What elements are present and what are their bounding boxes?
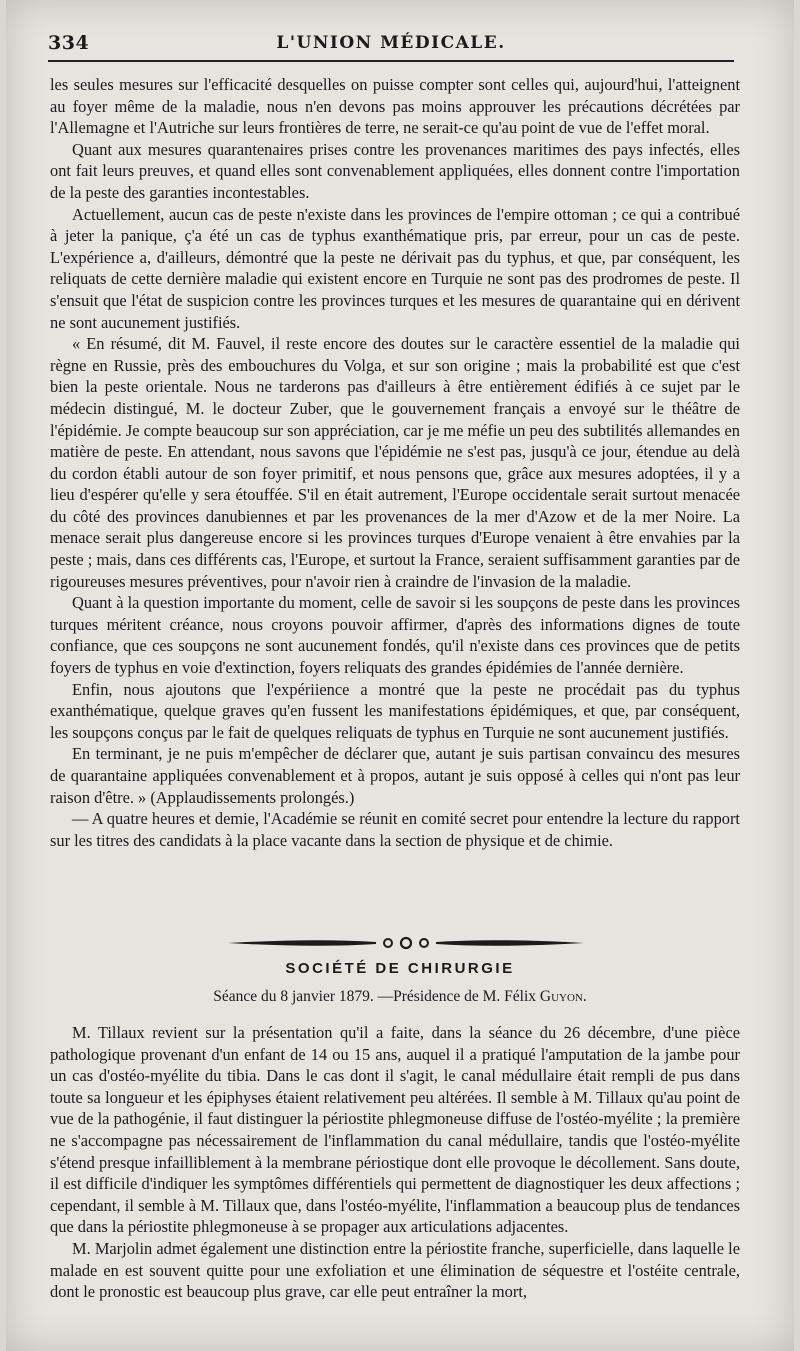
paragraph: Quant aux mesures quarantenaires prises contre les provenances maritimes des pays infectés, elles ont fait leurs preuves, et quand elles sont convenablement appliquées, elles donnent contre l'importation de la peste des garanties incontestables. bbox=[50, 139, 740, 202]
paragraph: M. Marjolin admet également une distinction entre la périostite franche, superficielle, dans laquelle le malade en est souvent quitte pour une exfoliation et une élimination de séquestre et l'ostéite centrale, dont le pronostic est beaucoup plus grave, car elle peut entraîner la mort, bbox=[50, 1238, 740, 1302]
page-header bbox=[48, 30, 734, 62]
paragraph: — A quatre heures et demie, l'Académie se réunit en comité secret pour entendre la lecture du rapport sur les titres des candidats à la place vacante dans la section de physique et de chimie. bbox=[50, 809, 740, 850]
section-divider-ornament bbox=[226, 934, 586, 952]
book-page bbox=[6, 0, 794, 1351]
paragraph: M. Tillaux revient sur la présentation qu'il a faite, dans la séance du 26 décembre, d'une pièce pathologique provenant d'un enfant de 14 ou 15 ans, auquel il a pratiqué l'amputation de la jambe pour un cas d'ostéo-myélite du tibia. Dans le cas dont il s'agit, le canal médullaire était rempli de pus dans toute sa longueur et les épiphyses étaient relativement peu altérées. Il semble à M. Tillaux qu'au point de vue de la pathogénie, il faut distinguer la périostite phlegmoneuse diffuse de l'ostéo-myélite ; la première ne s'accompagne pas nécessairement de l'inflammation du canal médullaire, tandis que l'ostéo-myélite s'étend presque infailliblement à la membrane périostique dont elle provoque le décollement. Sans doute, il est difficile d'indiquer les symptômes différentiels qui permettent de diagnostiquer les deux affections ; cependant, il semble à M. Tillaux que, dans l'ostéo-myélite, l'inflammation a beaucoup plus de tendances que dans la périostite phlegmoneuse à se propager aux articulations adjacentes. bbox=[50, 1023, 740, 1237]
paragraph: En terminant, je ne puis m'empêcher de déclarer que, autant je suis partisan convaincu des mesures de quarantaine appliquées convenablement et à propos, autant je suis opposé à celles qui n'ont pas leur raison d'être. » (Applaudissements prolongés.) bbox=[50, 744, 740, 807]
session-line bbox=[6, 988, 794, 1006]
paragraph: Quant à la question importante du moment, celle de savoir si les soupçons de peste dans les provinces turques méritent créance, nous croyons pouvoir affirmer, d'après des informations dignes de toute confiance, que ces soupçons ne sont aucunement fondés, qu'il n'existe dans ces provinces que de petits foyers de typhus en voie d'extinction, foyers reliquats des grandes épidémies de l'année dernière. bbox=[50, 593, 740, 678]
paragraph: « En résumé, dit M. Fauvel, il reste encore des doutes sur le caractère essentiel de la maladie qui règne en Russie, près des embouchures du Volga, et sur son origine ; mais la probabilité est que c'est bien la peste orientale. Nous ne tarderons pas d'ailleurs à être entièrement édifiés à ce sujet par le médecin distingué, M. le docteur Zuber, que le gouvernement français a envoyé sur le théâtre de l'épidémie. Je compte beaucoup sur son appréciation, car je me méfie un peu des subtilités allemandes en matière de peste. En attendant, nous savons que l'épidémie ne s'est pas, jusqu'à ce jour, étendue au delà du cordon établi autour de son foyer primitif, et nous pensons que, grâce aux mesures adoptées, il y a lieu d'espérer qu'elle y sera étouffée. S'il en était autrement, l'Europe occidentale serait surtout menacée du côté des provinces danubiennes et par les provenances de la mer d'Azow et de la mer Noire. La menace serait plus dangereuse encore si les provinces turques d'Europe venaient à être envahies par la peste ; mais, dans ces différents cas, l'Europe, et surtout la France, seraient suffisamment garanties par de rigoureuses mesures préventives, pour n'avoir rien à craindre de l'invasion de la maladie. bbox=[50, 334, 740, 591]
running-title: L'UNION MÉDICALE. bbox=[276, 33, 506, 53]
page-number: 334 bbox=[48, 32, 90, 54]
paragraph: Actuellement, aucun cas de peste n'existe dans les provinces de l'empire ottoman ; ce qui a contribué à jeter la panique, ç'a été un cas de typhus exanthématique pris, par erreur, pour un cas de peste. L'expérience a, d'ailleurs, démontré que la peste ne dérivait pas du typhus, et que, par conséquent, les reliquats de cette dernière maladie qui existent encore en Turquie ne sont pas des prodromes de peste. Il s'ensuit que l'état de suspicion contre les provinces turques et les mesures de quarantaine qui en dérivent ne sont aucunement justifiés. bbox=[50, 204, 740, 332]
paragraph: les seules mesures sur l'efficacité desquelles on puisse compter sont celles qui, aujourd'hui, l'atteignent au foyer même de la maladie, nous n'en devons pas moins approuver les précautions décrétées par l'Allemagne et l'Autriche sur leurs frontières de terre, ne serait-ce qu'au point de vue de l'effet moral. bbox=[50, 75, 740, 138]
president-name: Guyon. bbox=[539, 988, 587, 1005]
upper-article-text bbox=[50, 74, 740, 851]
lower-article-text bbox=[50, 1022, 740, 1303]
session-date: Séance du 8 janvier 1879. —Présidence de M. Félix bbox=[213, 988, 537, 1005]
section-title: SOCIÉTÉ DE CHIRURGIE bbox=[285, 960, 515, 977]
paragraph: Enfin, nous ajoutons que l'expériience a montré que la peste ne procédait pas du typhus exanthématique, quelque graves qu'en fussent les manifestations épidémiques, et que, par conséquent, les soupçons conçus par le fait de quelques reliquats de typhus en Turquie ne sont aucunement justifiés. bbox=[50, 679, 740, 742]
